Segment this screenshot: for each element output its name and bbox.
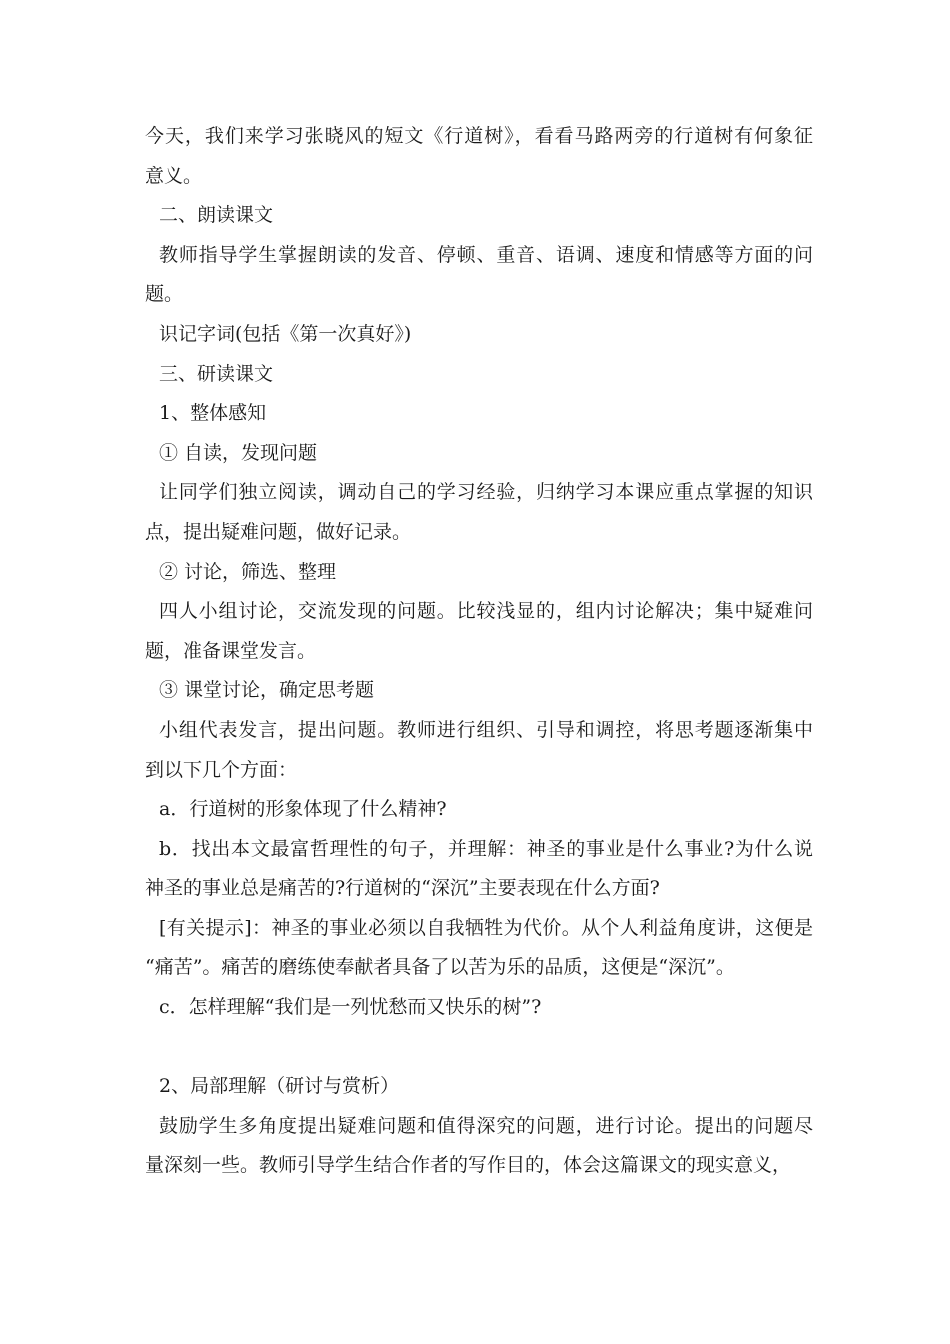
hint-line: [有关提示]：神圣的事业必须以自我牺牲为代价。从个人利益角度讲，这便是 bbox=[159, 916, 813, 939]
paragraph-line: 教师指导学生掌握朗读的发音、停顿、重音、语调、速度和情感等方面的问 bbox=[159, 243, 813, 266]
question-item: a．行道树的形象体现了什么精神? bbox=[159, 798, 447, 821]
section-heading: 二、朗读课文 bbox=[159, 204, 274, 227]
step-heading: ② 讨论，筛选、整理 bbox=[159, 560, 337, 583]
paragraph-line: 识记字词(包括《第一次真好》) bbox=[159, 322, 412, 345]
paragraph-line: 量深刻一些。教师引导学生结合作者的写作目的，体会这篇课文的现实意义， bbox=[145, 1154, 792, 1177]
paragraph-line: 题。 bbox=[145, 283, 184, 306]
question-item: b．找出本文最富哲理性的句子，并理解：神圣的事业是什么事业?为什么说 bbox=[159, 837, 813, 860]
paragraph-line: 让同学们独立阅读，调动自己的学习经验，归纳学习本课应重点掌握的知识 bbox=[159, 481, 813, 504]
step-heading: ① 自读，发现问题 bbox=[159, 441, 318, 464]
step-heading: ③ 课堂讨论，确定思考题 bbox=[159, 679, 375, 702]
paragraph-line: 题，准备课堂发言。 bbox=[145, 639, 317, 662]
document-body bbox=[145, 117, 813, 1186]
subsection-heading: 2、局部理解（研讨与赏析） bbox=[159, 1075, 400, 1098]
question-item: c．怎样理解“我们是一列忧愁而又快乐的树”? bbox=[159, 996, 542, 1019]
paragraph-line: “痛苦”。痛苦的磨练使奉献者具备了以苦为乐的品质，这便是“深沉”。 bbox=[145, 956, 735, 979]
paragraph-line: 神圣的事业总是痛苦的?行道树的“深沉”主要表现在什么方面? bbox=[145, 877, 660, 900]
paragraph-line: 意义。 bbox=[145, 164, 203, 187]
blank-line bbox=[145, 1028, 813, 1068]
paragraph-line: 四人小组讨论，交流发现的问题。比较浅显的，组内讨论解决；集中疑难问 bbox=[159, 600, 813, 623]
paragraph-line: 今天，我们来学习张晓风的短文《行道树》，看看马路两旁的行道树有何象征 bbox=[145, 125, 813, 147]
paragraph-line: 点，提出疑难问题，做好记录。 bbox=[145, 520, 412, 543]
subsection-heading: 1、整体感知 bbox=[159, 402, 267, 425]
paragraph-line: 鼓励学生多角度提出疑难问题和值得深究的问题，进行讨论。提出的问题尽 bbox=[159, 1114, 813, 1137]
paragraph-line: 到以下几个方面： bbox=[145, 758, 298, 781]
paragraph-line: 小组代表发言，提出问题。教师进行组织、引导和调控，将思考题逐渐集中 bbox=[159, 718, 813, 741]
section-heading: 三、研读课文 bbox=[159, 362, 274, 385]
